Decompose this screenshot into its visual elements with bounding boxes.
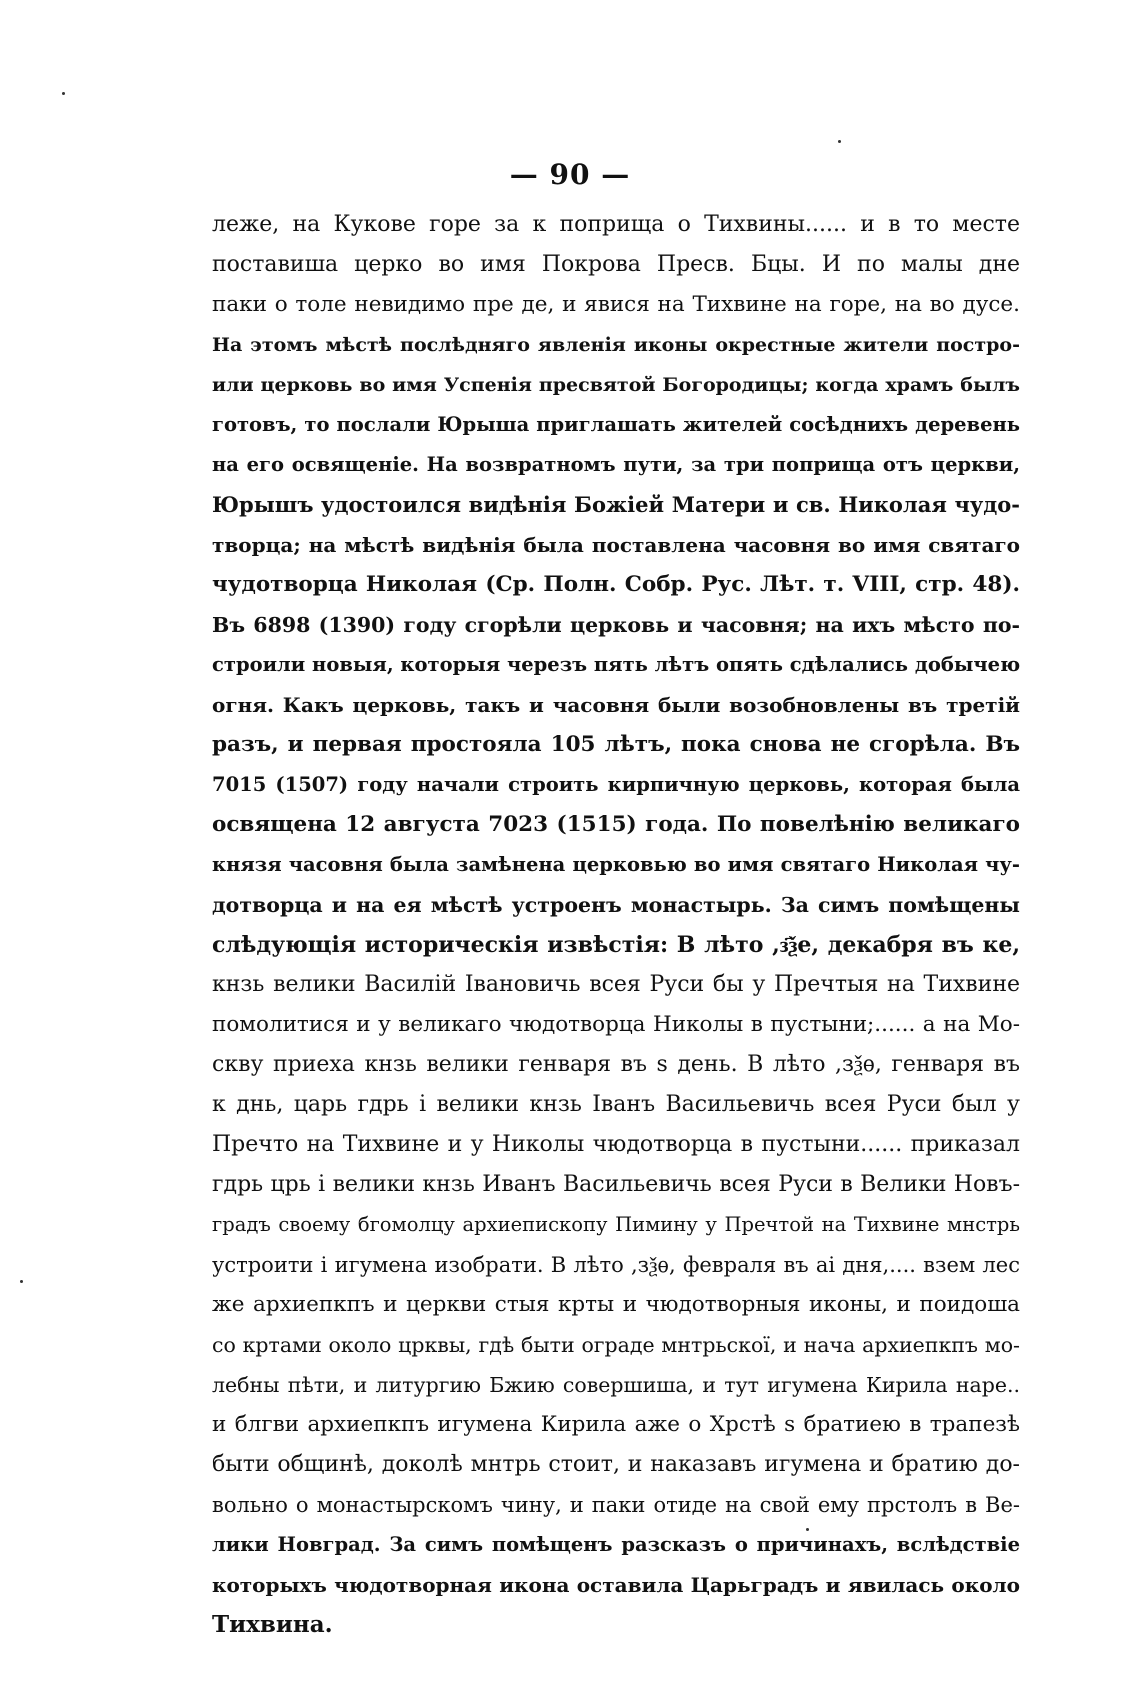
body-text <box>212 205 1020 1645</box>
text-line: лики Новград. За симъ помѣщенъ разсказъ о причинахъ, вслѣдствіе <box>212 1533 1020 1556</box>
text-line: же архиепкпъ и церкви стыя крты и чюдотворныя иконы, и поидоша <box>212 1292 1020 1317</box>
page-number: — 90 — <box>509 158 631 191</box>
text-line: или церковь во имя Успенія пресвятой Богородицы; когда храмъ былъ <box>212 374 1020 396</box>
text-line: Тихвина. <box>212 1611 333 1638</box>
text-line: строили новыя, которыя черезъ пять лѣтъ опять сдѣлались добычею <box>212 653 1020 676</box>
text-line: гдрь црь і велики кнзь Иванъ Васильевичь всея Руси в Велики Новъ- <box>212 1172 1020 1197</box>
text-line: чудотворца Николая (Ср. Полн. Собр. Рус. Лѣт. т. VIII, стр. 48). <box>212 572 1020 597</box>
text-line: на его освященіе. На возвратномъ пути, за три поприща отъ церкви, <box>212 453 1020 476</box>
text-line: слѣдующія историческія извѣстія: В лѣто ,з҃ѯе, декабря въ ке, <box>212 932 1020 958</box>
text-line: освящена 12 августа 7023 (1515) года. По повелѣнію великаго <box>212 812 1020 837</box>
paper-speck <box>20 1280 23 1283</box>
text-line: поставиша церко во имя Покрова Пресв. Бцы. И по малы дне <box>212 252 1020 277</box>
text-line: которыхъ чюдотворная икона оставила Царьградъ и явилась около <box>212 1573 1020 1597</box>
text-line: дотворца и на ея мѣстѣ устроенъ монастырь. За симъ помѣщены <box>212 893 1020 917</box>
text-line: разъ, и первая простояла 105 лѣтъ, пока снова не сгорѣла. Въ <box>212 732 1020 757</box>
text-line: быти общинѣ, доколѣ мнтрь стоит, и наказавъ игумена и братию до- <box>212 1452 1020 1477</box>
text-line: Пречто на Тихвине и у Николы чюдотворца в пустыни...... приказал <box>212 1132 1020 1157</box>
text-line: устроити і игумена изобрати. В лѣто ,зѯѳ, февраля въ аі дня,.... взем лес <box>212 1253 1020 1277</box>
text-line: паки о толе невидимо пре де, и явися на Тихвине на горе, на во дусе. <box>212 292 1020 317</box>
paper-speck <box>838 140 841 143</box>
text-line: и блгви архиепкпъ игумена Кирила аже о Хрстѣ ѕ братиею в трапезѣ <box>212 1412 1020 1437</box>
text-line: градъ своему бгомолцу архиепископу Пимину у Пречтой на Тихвине мнстрь <box>212 1213 1020 1236</box>
paper-speck <box>806 1528 809 1531</box>
text-line: Въ 6898 (1390) году сгорѣли церковь и часовня; на ихъ мѣсто по- <box>212 613 1020 637</box>
text-line: леже, на Кукове горе за к поприща о Тихвины...... и в то месте <box>212 212 1020 237</box>
text-line: князя часовня была замѣнена церковью во имя святаго Николая чу- <box>212 853 1020 876</box>
text-line: к днь, царь гдрь і велики кнзь Іванъ Васильевичь всея Руси был у <box>212 1092 1020 1117</box>
text-line: кнзь велики Василій Івановичь всея Руси бы у Пречтыя на Тихвине <box>212 972 1020 997</box>
text-line: Юрышъ удостоился видѣнія Божіей Матери и св. Николая чудо- <box>212 492 1020 517</box>
text-line: огня. Какъ церковь, такъ и часовня были возобновлены въ третій <box>212 693 1020 717</box>
paper-speck <box>62 92 65 95</box>
text-line: лебны пѣти, и литургию Бжию совершиша, и тут игумена Кирила наре.. <box>212 1373 1020 1397</box>
text-line: вольно о монастырскомъ чину, и паки отиде на свой ему прстолъ в Ве- <box>212 1493 1020 1517</box>
text-line: со кртами около црквы, гдѣ быти ограде мнтрьскої, и нача архиепкпъ мо- <box>212 1333 1020 1357</box>
text-line: скву приеха кнзь велики генваря въ ѕ день. В лѣто ,зѯѳ, генваря въ <box>212 1052 1020 1077</box>
text-line: помолитися и у великаго чюдотворца Николы в пустыни;...... а на Мо- <box>212 1012 1020 1037</box>
text-line: 7015 (1507) году начали строить кирпичную церковь, которая была <box>212 773 1020 796</box>
text-line: творца; на мѣстѣ видѣнія была поставлена часовня во имя святаго <box>212 533 1020 557</box>
text-line: готовъ, то послали Юрыша приглашать жителей сосѣднихъ деревень <box>212 413 1020 436</box>
text-line: На этомъ мѣстѣ послѣдняго явленія иконы окрестные жители постро- <box>212 334 1020 356</box>
